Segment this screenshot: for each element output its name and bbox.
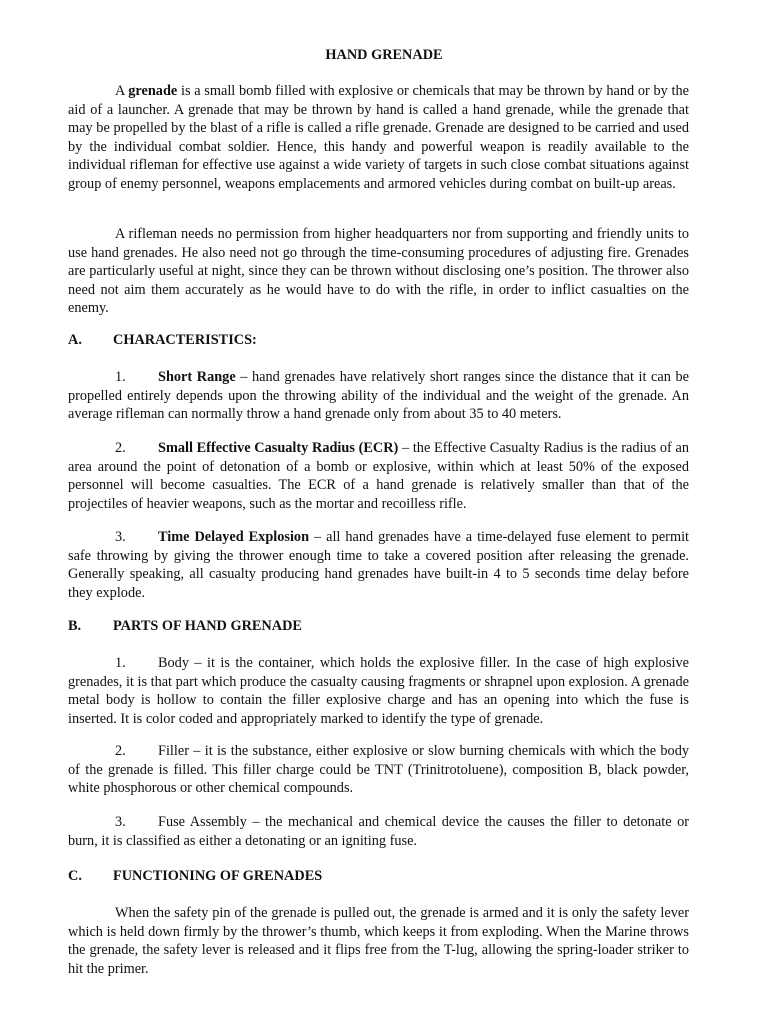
- section-b-heading: [68, 617, 302, 636]
- section-a-heading: [68, 331, 257, 350]
- item-number: 2.: [115, 743, 126, 759]
- characteristic-item-2: [68, 439, 689, 513]
- item-text: Body – it is the container, which holds the explosive filler. In the case of high explosive grenades, it is that part which produce the casualty causing fragments or shrapnel upon explosion. A grenade metal body is hollow to contain the filler explosive charge and has an opening into which the fuse is inserted. It is color coded and appropriately marked to identify the type of grenade.: [68, 655, 689, 727]
- intro-paragraph-2: A rifleman needs no permission from higher headquarters nor from supporting and friendly units to use hand grenades. He also need not go through the time-consuming procedures of adjusting fire. Grenades are particularly useful at night, since they can be thrown without disclosing one’s position. The thrower also need not aim them accurately as he would have to do with the rifle, in order to inflict casualties on the enemy.: [68, 226, 689, 317]
- characteristic-item-1: [68, 368, 689, 424]
- item-term: Small Effective Casualty Radius (ECR): [158, 440, 399, 456]
- intro-paragraph-1: [68, 82, 689, 194]
- functioning-paragraph: When the safety pin of the grenade is pulled out, the grenade is armed and it is only the safety lever which is held down firmly by the thrower’s thumb, which keeps it from exploding. When the Marine throws the grenade, the safety lever is released and it flips free from the T-lug, allowing the spring-loader striker to hit the primer.: [68, 905, 689, 977]
- section-c-title: FUNCTIONING OF GRENADES: [113, 868, 323, 884]
- parts-item-2: [68, 742, 689, 798]
- section-a-title: CHARACTERISTICS:: [113, 332, 257, 348]
- item-number: 1.: [115, 655, 126, 671]
- characteristic-item-3: [68, 528, 689, 602]
- item-text: Filler – it is the substance, either explosive or slow burning chemicals with which the body of the grenade is filled. This filler charge could be TNT (Trinitrotoluene), composition B, black powder, white phosphorous or other chemical compounds.: [68, 743, 689, 797]
- parts-item-1: [68, 654, 689, 728]
- item-number: 3.: [115, 529, 126, 545]
- section-c-letter: C.: [68, 868, 82, 884]
- intro-lead: A: [115, 83, 129, 99]
- item-text: – hand grenades have relatively short ranges since the distance that it can be propelled entirely depends upon the throwing ability of the individual and the weight of the grenade. An average rifleman can normally throw a hand grenade only from about 35 to 40 meters.: [68, 369, 689, 423]
- parts-item-3: [68, 813, 689, 850]
- item-number: 1.: [115, 369, 126, 385]
- section-a-letter: A.: [68, 332, 82, 348]
- item-term: Short Range: [158, 369, 236, 385]
- intro-text: is a small bomb filled with explosive or chemicals that may be thrown by hand or by the aid of a launcher. A grenade that may be thrown by hand is called a hand grenade, while the grenade that may be propelled by the blast of a rifle is called a rifle grenade. Grenade are designed to be carried and used by the individual combat soldier. Hence, this handy and powerful weapon is readily available to the individual rifleman for effective use against a wide variety of targets in such close combat situations against group of enemy personnel, weapons emplacements and armored vehicles during combat on built-up areas.: [68, 83, 689, 192]
- item-number: 2.: [115, 440, 126, 456]
- section-b-letter: B.: [68, 618, 82, 634]
- item-text: Fuse Assembly – the mechanical and chemical device the causes the filler to detonate or burn, it is classified as either a detonating or an igniting fuse.: [68, 814, 689, 849]
- item-text: – the Effective Casualty Radius is the radius of an area around the point of detonation of a bomb or explosive, within which at least 50% of the exposed personnel will become casualties. The ECR of a hand grenade is relatively smaller than that of the projectiles of heavier weapons, such as the mortar and recoilless rifle.: [68, 440, 689, 512]
- document-title: HAND GRENADE: [325, 47, 443, 63]
- intro-bold-term: grenade: [128, 83, 178, 99]
- section-c-heading: [68, 867, 322, 886]
- section-b-title: PARTS OF HAND GRENADE: [113, 618, 302, 634]
- item-term: Time Delayed Explosion: [158, 529, 310, 545]
- item-number: 3.: [115, 814, 126, 830]
- item-text: – all hand grenades have a time-delayed fuse element to permit safe throwing by giving the thrower enough time to take a covered position after releasing the grenade. Generally speaking, all casualty producing hand grenades have built-in 4 to 5 seconds time delay before they explode.: [68, 529, 690, 601]
